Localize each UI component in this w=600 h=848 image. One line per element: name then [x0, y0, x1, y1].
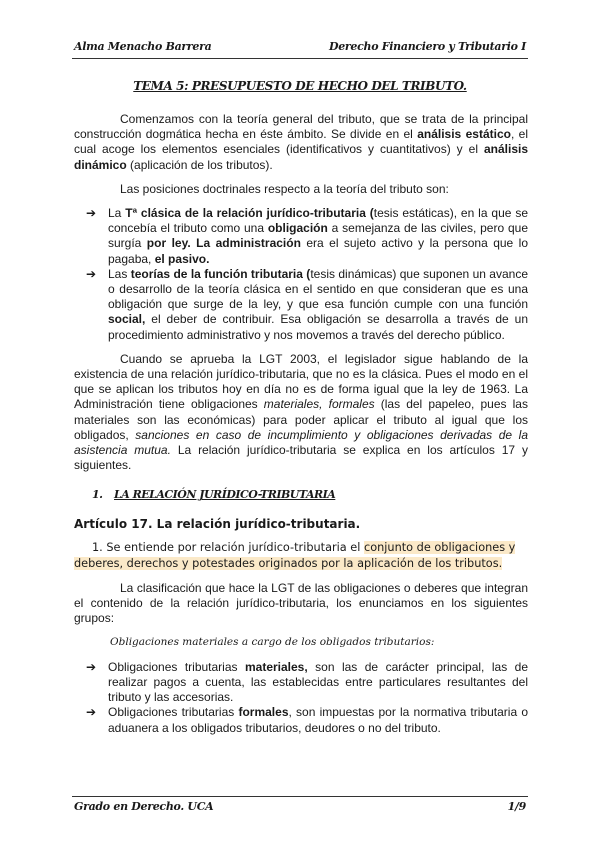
- obligations-subheading: Obligaciones materiales a cargo de los obligados tributarios:: [110, 636, 435, 649]
- list-item: ➔ Las teorías de la función tributaria (tesis dinámicas) que suponen un avance o desarrollo de la teoría clásica en el sentido en que consideran que es una obligación que surge de la ley, y que esa función cumple con una función social, el deber de contribuir. Esa obligación se desarrolla a través de un procedimiento administrativo y nos movemos a través del derecho público.: [86, 266, 528, 342]
- highlighted-text: conjunto de obligaciones y deberes, derechos y potestades originados por la aplicación de los tributos.: [74, 540, 516, 570]
- obligations-list: [74, 660, 528, 736]
- positions-intro: Las posiciones doctrinales respecto a la teoría del tributo son:: [120, 181, 449, 196]
- page-footer: [0, 800, 600, 816]
- arrow-bullet-icon: ➔: [86, 266, 97, 281]
- article-heading: Artículo 17. La relación jurídico-tributaria.: [74, 516, 361, 531]
- arrow-bullet-icon: ➔: [86, 705, 97, 720]
- header-rule: [72, 58, 528, 59]
- article-text: 1. Se entiende por relación jurídico-tributaria el conjunto de obligaciones y deberes, derechos y potestades originados por la aplicación de los tributos.: [74, 540, 516, 570]
- list-item: ➔ La Tª clásica de la relación jurídico-tributaria (tesis estáticas), en la que se concebía el tributo como una obligación a semejanza de las civiles, pero que surgía por ley. La administración era el sujeto activo y la persona que lo pagaba, el pasivo.: [86, 206, 529, 266]
- classification-paragraph: La clasificación que hace la LGT de las obligaciones o deberes que integran el contenido de la relación jurídico-tributaria, los enunciamos en los siguientes grupos:: [74, 580, 528, 626]
- header-author: Alma Menacho Barrera: [74, 40, 212, 53]
- footer-degree: Grado en Derecho. UCA: [74, 800, 214, 813]
- document-body: [74, 112, 528, 745]
- page-header: [0, 40, 600, 56]
- footer-rule: [72, 796, 528, 797]
- section-heading: 1. LA RELACIÓN JURÍDICO-TRIBUTARIA: [92, 488, 336, 502]
- lgt-paragraph: Cuando se aprueba la LGT 2003, el legislador sigue hablando de la existencia de una relación jurídico-tributaria, que no es la clásica. Pues el modo en el que se aplican los tributos hoy en día no es de forma igual que la ley de 1963. La Administración tiene obligaciones materiales, formales (las del papeleo, pues las materiales son las económicas) para poder aplicar el tributo al igual que los obligados, sanciones en caso de incumplimiento y obligaciones derivadas de la asistencia mutua. La relación jurídico-tributaria se explica en los artículos 17 y siguientes.: [74, 351, 528, 473]
- intro-paragraph: Comenzamos con la teoría general del tributo, que se trata de la principal construcción dogmática hecha en éste ámbito. Se divide en el análisis estático, el cual acoge los elementos esenciales (identificativos y cuantitativos) y el análisis dinámico (aplicación de los tributos).: [74, 112, 528, 172]
- arrow-bullet-icon: ➔: [86, 659, 97, 674]
- doctrine-list: [74, 206, 528, 343]
- page-number: 1/9: [507, 800, 526, 813]
- page-title: TEMA 5: PRESUPUESTO DE HECHO DEL TRIBUTO.: [133, 79, 467, 93]
- header-subject: Derecho Financiero y Tributario I: [328, 40, 526, 53]
- arrow-bullet-icon: ➔: [86, 206, 97, 221]
- list-item: ➔ Obligaciones tributarias formales, son impuestas por la normativa tributaria o aduanera a los obligados tributarios, deudores o no del tributo.: [86, 705, 528, 735]
- list-item: ➔ Obligaciones tributarias materiales, son las de carácter principal, las de realizar pagos a cuenta, las establecidas entre particulares resultantes del tributo y las accesorias.: [86, 659, 528, 705]
